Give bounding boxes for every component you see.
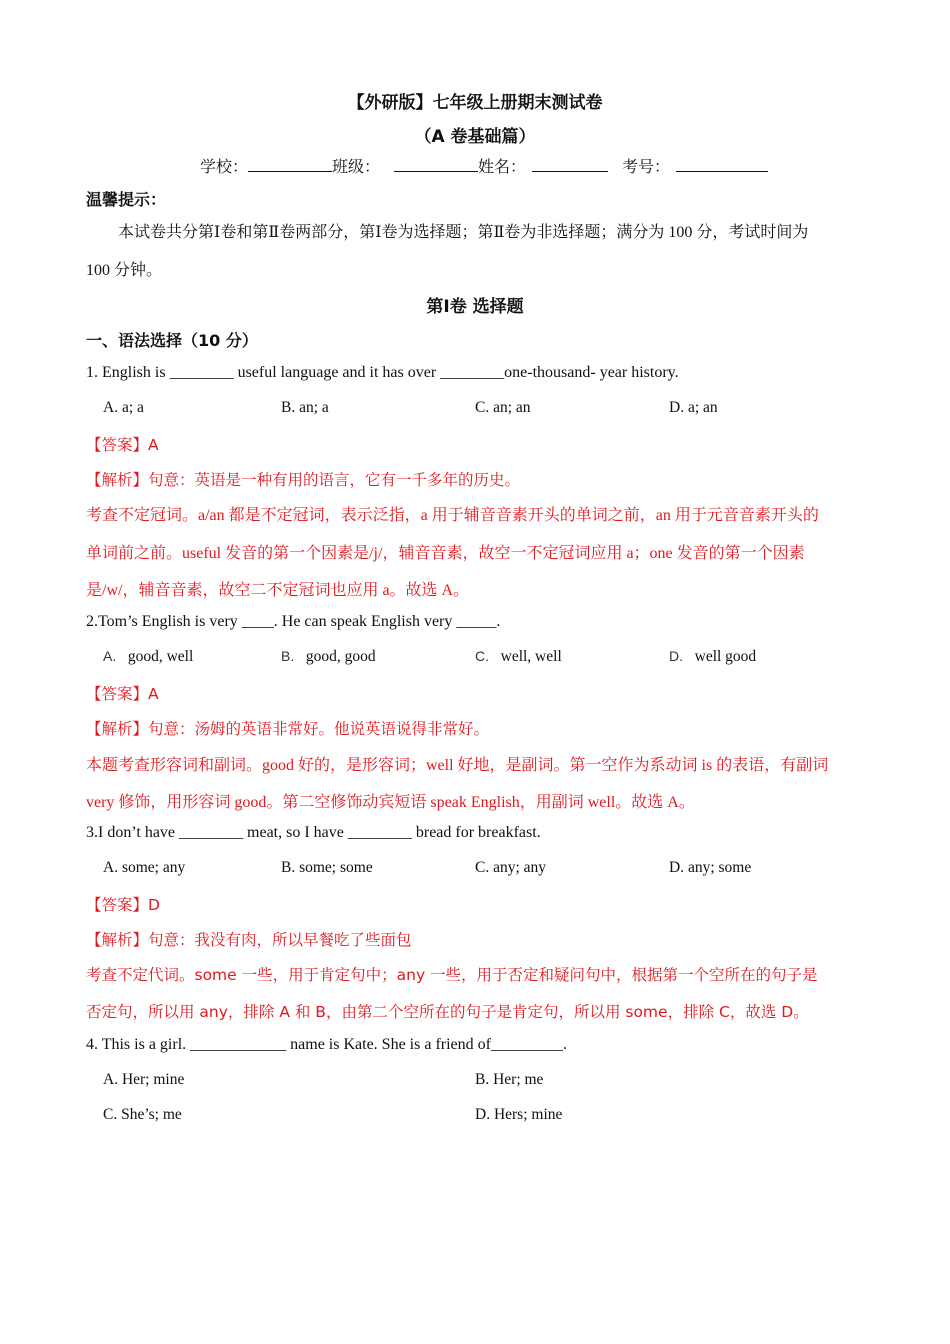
question-3-analysis-line: 考查不定代词。some 一些，用于肯定句中；any 一些，用于否定和疑问句中，根据第一个空所在的句子是 xyxy=(86,966,818,984)
question-1-analysis-line: 单词前之前。useful 发音的第一个因素是/j/，辅音音素，故空一不定冠词应用 a；one 发音的第一个因素 xyxy=(86,545,805,562)
name-label: 姓名： xyxy=(478,157,527,176)
question-2-option-a[interactable] xyxy=(103,648,193,666)
question-1-answer: 【答案】A xyxy=(86,436,159,454)
school-label: 学校： xyxy=(200,157,249,176)
class-label: 班级： xyxy=(332,157,381,176)
question-1-analysis-line: 是/w/，辅音音素，故空二不定冠词也应用 a。故选 A。 xyxy=(86,582,470,599)
question-4-option-a[interactable]: A. Her; mine xyxy=(103,1071,185,1088)
question-1-analysis-title: 【解析】句意：英语是一种有用的语言，它有一千多年的历史。 xyxy=(86,471,521,489)
question-2-analysis-line: very 修饰，用形容词 good。第二空修饰动宾短语 speak English，用副词 well。故选 A。 xyxy=(86,794,695,811)
notice-line-2: 100 分钟。 xyxy=(86,262,163,279)
question-3-analysis-line: 否定句，所以用 any，排除 A 和 B，由第二个空所在的句子是肯定句，所以用 some，排除 C，故选 D。 xyxy=(86,1003,809,1021)
question-2-option-b[interactable] xyxy=(281,648,376,666)
question-1-stem: 1. English is ________ useful language and it has over ________one-thousand- year history. xyxy=(86,364,679,381)
question-1-option-c[interactable]: C. an; an xyxy=(475,399,531,416)
exam-no-blank xyxy=(676,157,768,172)
exam-title: 【外研版】七年级上册期末测试卷 xyxy=(347,93,603,113)
exam-subtitle: （A 卷基础篇） xyxy=(414,127,536,147)
question-3-analysis-title: 【解析】句意：我没有肉，所以早餐吃了些面包 xyxy=(86,931,412,949)
notice-line-1: 本试卷共分第Ⅰ卷和第Ⅱ卷两部分，第Ⅰ卷为选择题；第Ⅱ卷为非选择题；满分为 100 分，考试时间为 xyxy=(118,224,809,241)
option-text: good, good xyxy=(305,648,376,665)
option-label: A. xyxy=(103,648,117,664)
question-2-stem: 2.Tom’s English is very ____. He can speak English very _____. xyxy=(86,613,501,630)
question-4-stem: 4. This is a girl. ____________ name is Kate. She is a friend of_________. xyxy=(86,1036,567,1053)
question-1-analysis-line: 考查不定冠词。a/an 都是不定冠词，表示泛指，a 用于辅音音素开头的单词之前，an 用于元音音素开头的 xyxy=(86,507,819,524)
question-4-option-b[interactable]: B. Her; me xyxy=(475,1071,544,1088)
option-text: well, well xyxy=(500,648,562,665)
question-3-answer: 【答案】D xyxy=(86,896,160,914)
question-3-option-a[interactable]: A. some; any xyxy=(103,859,186,876)
question-3-option-d[interactable]: D. any; some xyxy=(669,859,752,876)
option-label: B. xyxy=(281,648,295,664)
exam-no-label: 考号： xyxy=(622,157,671,176)
question-4-option-d[interactable]: D. Hers; mine xyxy=(475,1106,563,1123)
option-text: good, well xyxy=(127,648,194,665)
notice-heading: 温馨提示： xyxy=(86,190,167,209)
question-1-option-d[interactable]: D. a; an xyxy=(669,399,718,416)
option-label: C. xyxy=(475,648,489,664)
question-3-stem: 3.I don’t have ________ meat, so I have ________ bread for breakfast. xyxy=(86,824,541,841)
class-blank xyxy=(394,157,478,172)
question-2-option-c[interactable] xyxy=(475,648,562,666)
option-label: D. xyxy=(669,648,683,664)
section-title: 第Ⅰ卷 选择题 xyxy=(426,297,524,317)
question-1-option-b[interactable]: B. an; a xyxy=(281,399,329,416)
question-4-option-c[interactable]: C. She’s; me xyxy=(103,1106,182,1123)
question-2-analysis-line: 本题考查形容词和副词。good 好的，是形容词；well 好地，是副词。第一空作为系动词 is 的表语，有副词 xyxy=(86,757,829,774)
question-2-answer: 【答案】A xyxy=(86,685,159,703)
part-title: 一、语法选择（10 分） xyxy=(86,331,258,350)
student-info-row xyxy=(200,154,768,177)
option-text: well good xyxy=(694,648,757,665)
question-2-analysis-title: 【解析】句意：汤姆的英语非常好。他说英语说得非常好。 xyxy=(86,720,490,738)
question-1-option-a[interactable]: A. a; a xyxy=(103,399,144,416)
school-blank xyxy=(248,157,332,172)
question-3-option-b[interactable]: B. some; some xyxy=(281,859,373,876)
question-2-option-d[interactable] xyxy=(669,648,756,666)
question-3-option-c[interactable]: C. any; any xyxy=(475,859,547,876)
name-blank xyxy=(532,157,608,172)
